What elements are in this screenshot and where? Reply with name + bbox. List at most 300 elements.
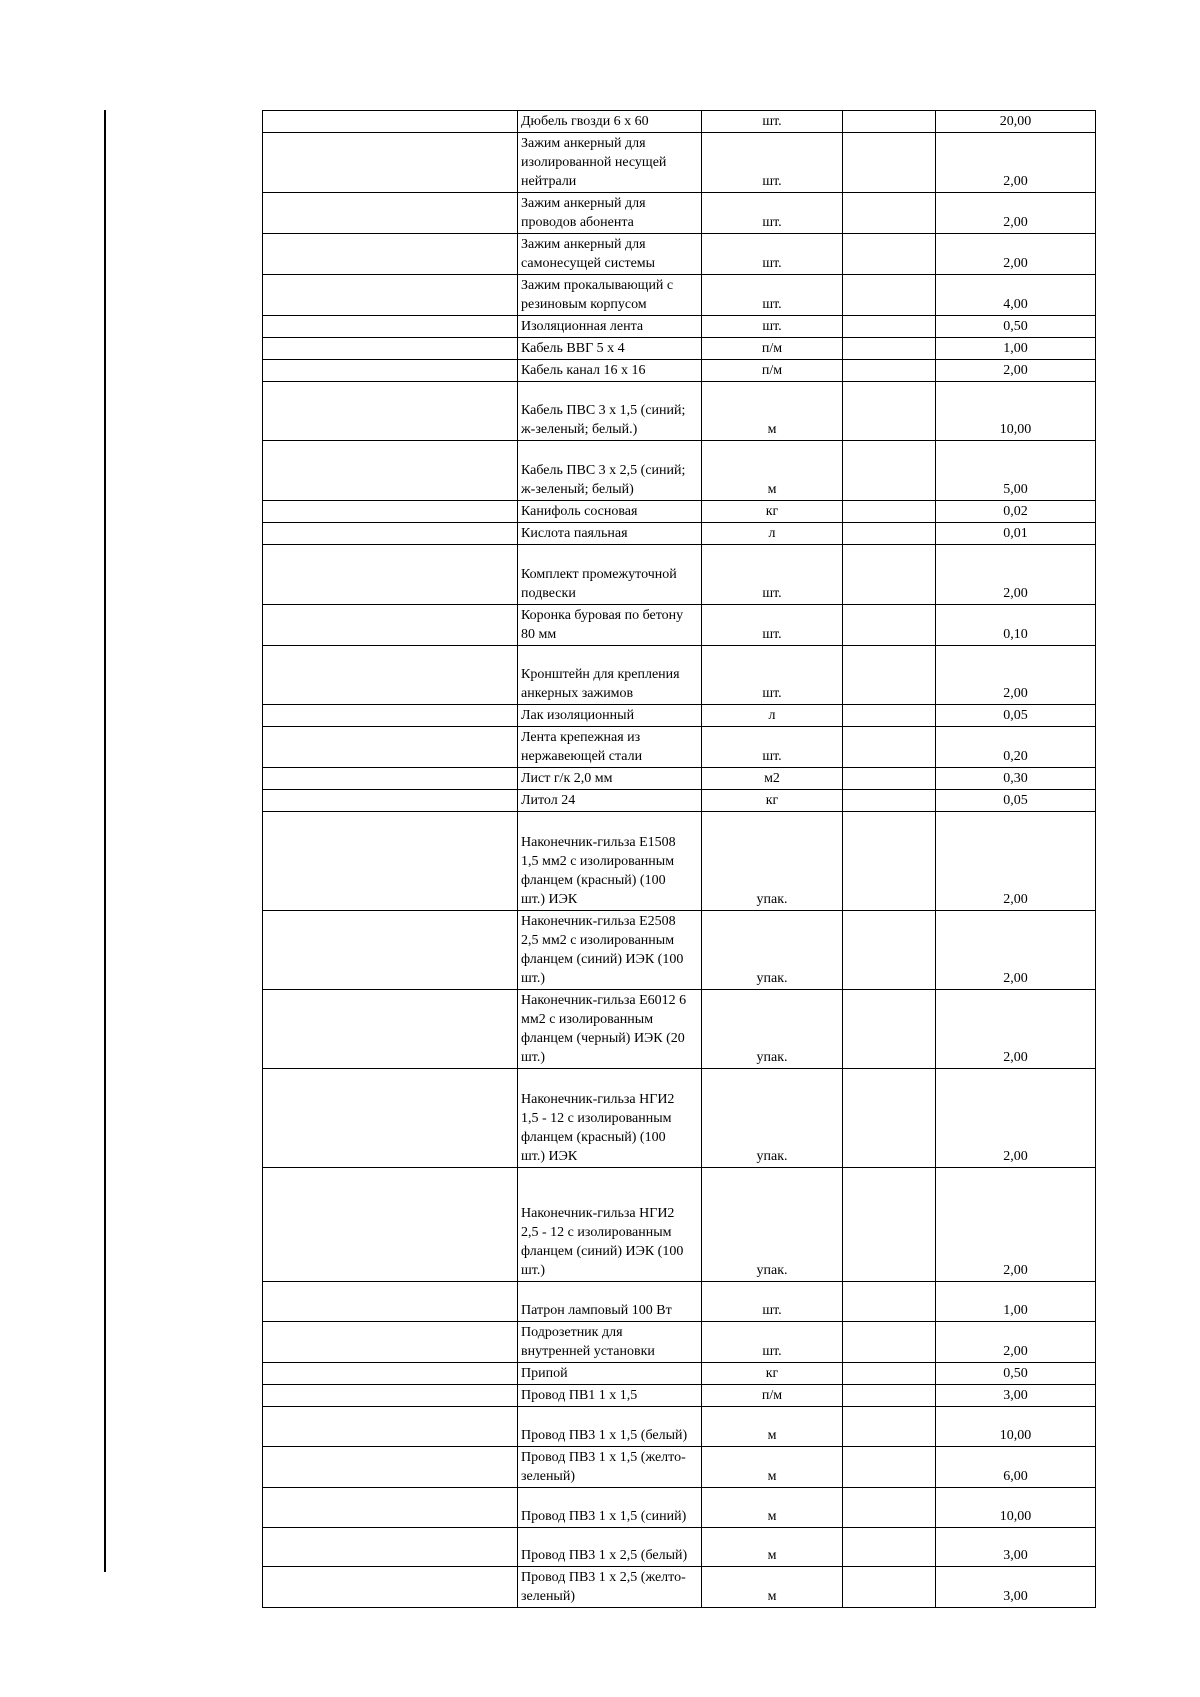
unit-cell-text: шт. xyxy=(762,749,782,764)
material-name-cell-text: Изоляционная лента xyxy=(521,319,644,334)
table-row xyxy=(263,1322,1096,1363)
material-name-cell xyxy=(518,990,702,1069)
empty-cell xyxy=(843,1363,936,1385)
material-name-cell-text: Дюбель гвозди 6 х 60 xyxy=(521,114,649,129)
empty-cell xyxy=(263,1363,518,1385)
empty-cell xyxy=(263,768,518,790)
material-name-cell xyxy=(518,1447,702,1488)
quantity-cell xyxy=(936,234,1096,275)
unit-cell xyxy=(702,646,843,705)
unit-cell xyxy=(702,790,843,812)
unit-cell-text: м2 xyxy=(764,771,780,786)
table-row xyxy=(263,338,1096,360)
empty-cell xyxy=(263,727,518,768)
empty-cell xyxy=(263,605,518,646)
quantity-cell xyxy=(936,1363,1096,1385)
unit-cell xyxy=(702,1069,843,1168)
empty-cell xyxy=(263,911,518,990)
empty-cell xyxy=(263,1385,518,1407)
unit-cell-text: упак. xyxy=(756,1050,788,1065)
empty-cell xyxy=(263,501,518,523)
material-name-cell-text: Зажим прокалывающий с резиновым корпусом xyxy=(521,278,674,312)
material-name-cell xyxy=(518,133,702,193)
quantity-cell-text: 3,00 xyxy=(1003,1548,1028,1563)
material-name-cell xyxy=(518,768,702,790)
unit-cell xyxy=(702,705,843,727)
unit-cell-text: п/м xyxy=(761,363,783,378)
unit-cell-text: кг xyxy=(765,793,779,808)
unit-cell-text: м xyxy=(767,1589,777,1604)
quantity-cell-text: 0,02 xyxy=(1003,504,1028,519)
empty-cell xyxy=(843,338,936,360)
unit-cell xyxy=(702,523,843,545)
material-name-cell-text: Зажим анкерный для проводов абонента xyxy=(521,196,646,230)
material-name-cell xyxy=(518,523,702,545)
quantity-cell-text: 2,00 xyxy=(1003,1344,1028,1359)
unit-cell-text: упак. xyxy=(756,1263,788,1278)
empty-cell xyxy=(843,441,936,501)
unit-cell-text: упак. xyxy=(756,1149,788,1164)
table-row xyxy=(263,812,1096,911)
unit-cell-text: м xyxy=(767,1428,777,1443)
material-name-cell xyxy=(518,1385,702,1407)
table-row xyxy=(263,727,1096,768)
unit-cell xyxy=(702,911,843,990)
unit-cell-text: л xyxy=(768,526,776,541)
empty-cell xyxy=(263,360,518,382)
empty-cell xyxy=(263,111,518,133)
table-row xyxy=(263,605,1096,646)
unit-cell-text: шт. xyxy=(762,1303,782,1318)
unit-cell xyxy=(702,990,843,1069)
quantity-cell xyxy=(936,133,1096,193)
table-row xyxy=(263,768,1096,790)
unit-cell xyxy=(702,193,843,234)
empty-cell xyxy=(263,133,518,193)
material-name-cell-text: Кабель ПВС 3 х 1,5 (синий; ж-зеленый; белый.) xyxy=(521,403,686,437)
material-name-cell xyxy=(518,1488,702,1528)
material-name-cell xyxy=(518,1528,702,1567)
quantity-cell-text: 0,10 xyxy=(1003,627,1028,642)
unit-cell-text: п/м xyxy=(761,1388,783,1403)
table-row xyxy=(263,790,1096,812)
quantity-cell-text: 1,00 xyxy=(1003,341,1028,356)
unit-cell-text: шт. xyxy=(762,174,782,189)
empty-cell xyxy=(263,1407,518,1447)
table-row xyxy=(263,705,1096,727)
material-name-cell-text: Литол 24 xyxy=(521,793,576,808)
empty-cell xyxy=(263,338,518,360)
empty-cell xyxy=(263,990,518,1069)
quantity-cell xyxy=(936,605,1096,646)
quantity-cell-text: 2,00 xyxy=(1003,256,1028,271)
unit-cell xyxy=(702,382,843,441)
material-name-cell xyxy=(518,193,702,234)
material-name-cell xyxy=(518,545,702,605)
unit-cell xyxy=(702,1488,843,1528)
quantity-cell xyxy=(936,316,1096,338)
unit-cell xyxy=(702,727,843,768)
quantity-cell-text: 3,00 xyxy=(1003,1589,1028,1604)
empty-cell xyxy=(843,111,936,133)
empty-cell xyxy=(843,523,936,545)
quantity-cell xyxy=(936,646,1096,705)
quantity-cell xyxy=(936,727,1096,768)
empty-cell xyxy=(263,275,518,316)
unit-cell xyxy=(702,234,843,275)
empty-cell xyxy=(843,990,936,1069)
empty-cell xyxy=(843,705,936,727)
quantity-cell xyxy=(936,1488,1096,1528)
unit-cell xyxy=(702,812,843,911)
unit-cell-text: шт. xyxy=(762,627,782,642)
material-name-cell xyxy=(518,316,702,338)
quantity-cell-text: 2,00 xyxy=(1003,215,1028,230)
unit-cell-text: м xyxy=(767,422,777,437)
quantity-cell xyxy=(936,768,1096,790)
table-row xyxy=(263,1567,1096,1608)
material-name-cell-text: Зажим анкерный для самонесущей системы xyxy=(521,237,656,271)
quantity-cell-text: 2,00 xyxy=(1003,363,1028,378)
material-name-cell-text: Провод ПВ3 1 х 2,5 (желто- зеленый) xyxy=(521,1570,686,1604)
quantity-cell-text: 0,50 xyxy=(1003,319,1028,334)
quantity-cell-text: 0,05 xyxy=(1003,793,1028,808)
empty-cell xyxy=(843,193,936,234)
material-name-cell-text: Патрон ламповый 100 Вт xyxy=(521,1303,672,1318)
material-name-cell xyxy=(518,234,702,275)
quantity-cell-text: 2,00 xyxy=(1003,1149,1028,1164)
unit-cell-text: шт. xyxy=(762,1344,782,1359)
material-name-cell-text: Провод ПВ3 1 х 2,5 (белый) xyxy=(521,1548,688,1563)
quantity-cell xyxy=(936,441,1096,501)
material-name-cell-text: Канифоль сосновая xyxy=(521,504,638,519)
empty-cell xyxy=(843,1528,936,1567)
unit-cell-text: шт. xyxy=(762,686,782,701)
unit-cell xyxy=(702,1567,843,1608)
quantity-cell-text: 2,00 xyxy=(1003,686,1028,701)
quantity-cell xyxy=(936,382,1096,441)
empty-cell xyxy=(843,501,936,523)
empty-cell xyxy=(843,646,936,705)
table-row xyxy=(263,1282,1096,1322)
material-name-cell-text: Кабель канал 16 х 16 xyxy=(521,363,646,378)
material-name-cell-text: Провод ПВ3 1 х 1,5 (синий) xyxy=(521,1509,687,1524)
empty-cell xyxy=(843,1567,936,1608)
table-row xyxy=(263,990,1096,1069)
table-row xyxy=(263,360,1096,382)
empty-cell xyxy=(843,382,936,441)
quantity-cell xyxy=(936,1322,1096,1363)
material-name-cell-text: Коронка буровая по бетону 80 мм xyxy=(521,608,684,642)
material-name-cell xyxy=(518,1168,702,1282)
unit-cell-text: п/м xyxy=(761,341,783,356)
table-row xyxy=(263,911,1096,990)
empty-cell xyxy=(843,790,936,812)
quantity-cell xyxy=(936,812,1096,911)
quantity-cell-text: 1,00 xyxy=(1003,1303,1028,1318)
material-name-cell xyxy=(518,1407,702,1447)
quantity-cell-text: 20,00 xyxy=(999,114,1032,129)
empty-cell xyxy=(263,1282,518,1322)
unit-cell-text: м xyxy=(767,1469,777,1484)
unit-cell xyxy=(702,1407,843,1447)
material-name-cell-text: Провод ПВ3 1 х 1,5 (желто- зеленый) xyxy=(521,1450,686,1484)
material-name-cell-text: Лак изоляционный xyxy=(521,708,635,723)
unit-cell xyxy=(702,275,843,316)
empty-cell xyxy=(843,911,936,990)
material-name-cell xyxy=(518,1567,702,1608)
material-name-cell-text: Наконечник-гильза НГИ2 1,5 - 12 с изолированным фланцем (красный) (100 шт.) ИЭК xyxy=(521,1092,675,1164)
empty-cell xyxy=(843,1488,936,1528)
empty-cell xyxy=(843,1385,936,1407)
unit-cell-text: шт. xyxy=(762,319,782,334)
table-row xyxy=(263,234,1096,275)
empty-cell xyxy=(263,523,518,545)
material-name-cell xyxy=(518,646,702,705)
quantity-cell xyxy=(936,1528,1096,1567)
quantity-cell xyxy=(936,1447,1096,1488)
empty-cell xyxy=(263,193,518,234)
quantity-cell xyxy=(936,275,1096,316)
table-row xyxy=(263,1407,1096,1447)
material-name-cell xyxy=(518,1069,702,1168)
material-name-cell xyxy=(518,911,702,990)
material-name-cell xyxy=(518,275,702,316)
table-row xyxy=(263,441,1096,501)
unit-cell xyxy=(702,1322,843,1363)
empty-cell xyxy=(263,812,518,911)
quantity-cell xyxy=(936,1407,1096,1447)
material-name-cell-text: Наконечник-гильза Е2508 2,5 мм2 с изолированным фланцем (синий) ИЭК (100 шт.) xyxy=(521,914,684,986)
empty-cell xyxy=(263,316,518,338)
empty-cell xyxy=(263,646,518,705)
unit-cell-text: м xyxy=(767,482,777,497)
quantity-cell xyxy=(936,911,1096,990)
quantity-cell-text: 2,00 xyxy=(1003,1263,1028,1278)
table-row xyxy=(263,1069,1096,1168)
quantity-cell-text: 5,00 xyxy=(1003,482,1028,497)
quantity-cell xyxy=(936,338,1096,360)
quantity-cell xyxy=(936,990,1096,1069)
empty-cell xyxy=(843,275,936,316)
unit-cell xyxy=(702,1385,843,1407)
material-name-cell xyxy=(518,812,702,911)
material-name-cell xyxy=(518,705,702,727)
quantity-cell xyxy=(936,790,1096,812)
empty-cell xyxy=(843,727,936,768)
unit-cell xyxy=(702,768,843,790)
empty-cell xyxy=(843,1282,936,1322)
material-name-cell-text: Кислота паяльная xyxy=(521,526,628,541)
empty-cell xyxy=(263,1447,518,1488)
quantity-cell-text: 6,00 xyxy=(1003,1469,1028,1484)
quantity-cell-text: 0,20 xyxy=(1003,749,1028,764)
table-row xyxy=(263,501,1096,523)
empty-cell xyxy=(263,1567,518,1608)
table-row xyxy=(263,111,1096,133)
quantity-cell xyxy=(936,193,1096,234)
unit-cell-text: кг xyxy=(765,1366,779,1381)
unit-cell xyxy=(702,316,843,338)
quantity-cell-text: 2,00 xyxy=(1003,892,1028,907)
material-name-cell-text: Кронштейн для крепления анкерных зажимов xyxy=(521,667,680,701)
empty-cell xyxy=(263,545,518,605)
table-row xyxy=(263,545,1096,605)
quantity-cell xyxy=(936,545,1096,605)
quantity-cell xyxy=(936,705,1096,727)
material-name-cell xyxy=(518,338,702,360)
unit-cell xyxy=(702,1282,843,1322)
empty-cell xyxy=(843,133,936,193)
unit-cell xyxy=(702,1447,843,1488)
unit-cell xyxy=(702,338,843,360)
empty-cell xyxy=(843,1168,936,1282)
unit-cell-text: шт. xyxy=(762,297,782,312)
unit-cell xyxy=(702,360,843,382)
empty-cell xyxy=(263,1488,518,1528)
unit-cell xyxy=(702,111,843,133)
material-name-cell-text: Комплект промежуточной подвески xyxy=(521,567,677,601)
quantity-cell xyxy=(936,501,1096,523)
table-row xyxy=(263,646,1096,705)
table-row xyxy=(263,193,1096,234)
empty-cell xyxy=(263,1168,518,1282)
empty-cell xyxy=(843,545,936,605)
materials-table xyxy=(262,110,1096,1608)
unit-cell-text: м xyxy=(767,1548,777,1563)
empty-cell xyxy=(263,790,518,812)
quantity-cell xyxy=(936,111,1096,133)
material-name-cell xyxy=(518,605,702,646)
unit-cell xyxy=(702,1363,843,1385)
quantity-cell xyxy=(936,360,1096,382)
material-name-cell xyxy=(518,360,702,382)
quantity-cell-text: 0,30 xyxy=(1003,771,1028,786)
table-row xyxy=(263,1385,1096,1407)
material-name-cell-text: Наконечник-гильза НГИ2 2,5 - 12 с изолированным фланцем (синий) ИЭК (100 шт.) xyxy=(521,1206,684,1278)
unit-cell xyxy=(702,1168,843,1282)
empty-cell xyxy=(843,1322,936,1363)
unit-cell-text: шт. xyxy=(762,215,782,230)
unit-cell xyxy=(702,1528,843,1567)
quantity-cell xyxy=(936,1567,1096,1608)
unit-cell-text: шт. xyxy=(762,256,782,271)
material-name-cell xyxy=(518,382,702,441)
unit-cell-text: л xyxy=(768,708,776,723)
material-name-cell-text: Наконечник-гильза Е6012 6 мм2 с изолированным фланцем (черный) ИЭК (20 шт.) xyxy=(521,993,687,1065)
material-name-cell-text: Кабель ВВГ 5 х 4 xyxy=(521,341,625,356)
quantity-cell-text: 10,00 xyxy=(999,1428,1032,1443)
empty-cell xyxy=(843,360,936,382)
material-name-cell-text: Кабель ПВС 3 х 2,5 (синий; ж-зеленый; белый) xyxy=(521,463,686,497)
material-name-cell xyxy=(518,1363,702,1385)
empty-cell xyxy=(263,441,518,501)
quantity-cell xyxy=(936,1385,1096,1407)
empty-cell xyxy=(263,705,518,727)
material-name-cell xyxy=(518,441,702,501)
material-name-cell-text: Припой xyxy=(521,1366,568,1381)
empty-cell xyxy=(263,1069,518,1168)
material-name-cell xyxy=(518,727,702,768)
empty-cell xyxy=(263,234,518,275)
unit-cell xyxy=(702,441,843,501)
unit-cell xyxy=(702,133,843,193)
table-row xyxy=(263,1363,1096,1385)
material-name-cell xyxy=(518,111,702,133)
empty-cell xyxy=(843,605,936,646)
unit-cell xyxy=(702,545,843,605)
unit-cell-text: м xyxy=(767,1509,777,1524)
table-row xyxy=(263,1488,1096,1528)
quantity-cell-text: 10,00 xyxy=(999,1509,1032,1524)
quantity-cell-text: 2,00 xyxy=(1003,174,1028,189)
quantity-cell xyxy=(936,1282,1096,1322)
empty-cell xyxy=(843,316,936,338)
material-name-cell xyxy=(518,1282,702,1322)
material-name-cell-text: Провод ПВ3 1 х 1,5 (белый) xyxy=(521,1428,688,1443)
empty-cell xyxy=(843,1447,936,1488)
empty-cell xyxy=(843,1069,936,1168)
quantity-cell-text: 2,00 xyxy=(1003,586,1028,601)
quantity-cell xyxy=(936,1168,1096,1282)
quantity-cell-text: 3,00 xyxy=(1003,1388,1028,1403)
left-margin-rule xyxy=(104,110,106,1572)
empty-cell xyxy=(843,812,936,911)
material-name-cell-text: Наконечник-гильза Е1508 1,5 мм2 с изолированным фланцем (красный) (100 шт.) ИЭК xyxy=(521,835,676,907)
quantity-cell-text: 4,00 xyxy=(1003,297,1028,312)
quantity-cell xyxy=(936,523,1096,545)
quantity-cell-text: 2,00 xyxy=(1003,971,1028,986)
unit-cell xyxy=(702,605,843,646)
empty-cell xyxy=(263,382,518,441)
quantity-cell-text: 0,01 xyxy=(1003,526,1028,541)
empty-cell xyxy=(843,234,936,275)
table-row xyxy=(263,523,1096,545)
table-row xyxy=(263,133,1096,193)
material-name-cell-text: Провод ПВ1 1 х 1,5 xyxy=(521,1388,638,1403)
table-row xyxy=(263,1168,1096,1282)
unit-cell-text: кг xyxy=(765,504,779,519)
quantity-cell-text: 0,50 xyxy=(1003,1366,1028,1381)
quantity-cell xyxy=(936,1069,1096,1168)
unit-cell xyxy=(702,501,843,523)
unit-cell-text: шт. xyxy=(762,586,782,601)
material-name-cell-text: Лист г/к 2,0 мм xyxy=(521,771,613,786)
material-name-cell xyxy=(518,790,702,812)
table-row xyxy=(263,1528,1096,1567)
material-name-cell xyxy=(518,1322,702,1363)
material-name-cell-text: Подрозетник для внутренней установки xyxy=(521,1325,655,1359)
material-name-cell-text: Зажим анкерный для изолированной несущей нейтрали xyxy=(521,136,667,189)
quantity-cell-text: 2,00 xyxy=(1003,1050,1028,1065)
table-row xyxy=(263,1447,1096,1488)
empty-cell xyxy=(263,1322,518,1363)
materials-table-body xyxy=(263,111,1096,1608)
unit-cell-text: упак. xyxy=(756,892,788,907)
table-row xyxy=(263,275,1096,316)
quantity-cell-text: 10,00 xyxy=(999,422,1032,437)
empty-cell xyxy=(843,768,936,790)
unit-cell-text: упак. xyxy=(756,971,788,986)
empty-cell xyxy=(263,1528,518,1567)
unit-cell-text: шт. xyxy=(762,114,782,129)
table-row xyxy=(263,316,1096,338)
quantity-cell-text: 0,05 xyxy=(1003,708,1028,723)
material-name-cell xyxy=(518,501,702,523)
table-row xyxy=(263,382,1096,441)
empty-cell xyxy=(843,1407,936,1447)
material-name-cell-text: Лента крепежная из нержавеющей стали xyxy=(521,730,643,764)
